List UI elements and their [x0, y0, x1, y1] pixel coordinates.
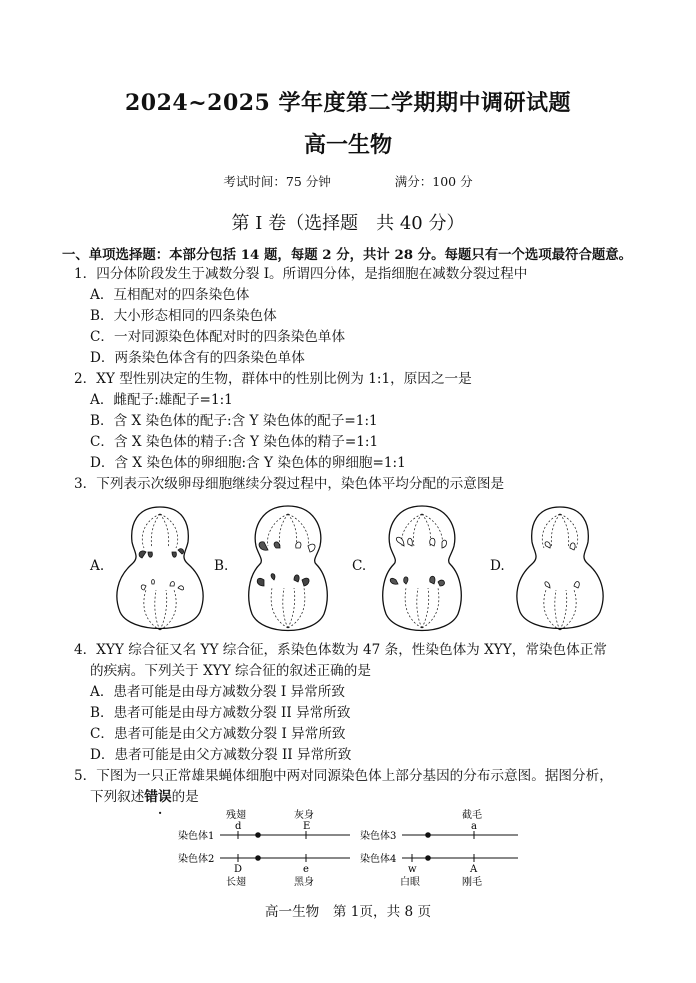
q2-option-a: A．雌配子:雄配子=1:1 — [90, 392, 233, 408]
centromere-1 — [255, 832, 261, 838]
q1-option-a: A．互相配对的四条染色体 — [90, 287, 250, 303]
chromosome-2-label: 染色体2 — [178, 854, 215, 865]
cell-diagram-b — [242, 502, 334, 640]
q4-option-a: A．患者可能是由母方减数分裂 I 异常所致 — [90, 684, 345, 700]
q5-emphasis: 错误 — [144, 789, 172, 805]
q1-option-d: D．两条染色体含有的四条染色单体 — [90, 350, 305, 366]
subject-title: 高一生物 — [303, 132, 392, 158]
q5-stem: 5．下图为一只正常雄果蝇体细胞中两对同源染色体上部分基因的分布示意图。据图分析， — [74, 768, 613, 784]
q2-option-b: B．含 X 染色体的配子:含 Y 染色体的配子=1:1 — [90, 413, 378, 429]
q1-option-c: C．一对同源染色体配对时的四条染色单体 — [90, 329, 346, 345]
q4-stem-cont: 的疾病。下列关于 XYY 综合征的叙述正确的是 — [90, 663, 371, 679]
gene-D: D — [234, 864, 243, 875]
gene-E: E — [303, 821, 311, 832]
part-title: 第 I 卷（选择题 共 40 分） — [231, 213, 465, 234]
trait-long-wing: 长翅 — [226, 877, 246, 888]
exam-title: 2024~2025 学年度第二学期期中调研试题 — [124, 90, 572, 116]
q2-option-d: D．含 X 染色体的卵细胞:含 Y 染色体的卵细胞=1:1 — [90, 455, 406, 471]
chromosome-4-label: 染色体4 — [360, 854, 397, 865]
page-footer: 高一生物 第 1页，共 8 页 — [264, 904, 432, 920]
chromosome-1-label: 染色体1 — [178, 831, 215, 842]
trait-gray-body: 灰身 — [294, 810, 314, 821]
gene-e: e — [303, 864, 309, 875]
chromosome-3-label: 染色体3 — [360, 831, 397, 842]
q2-option-c: C．含 X 染色体的精子:含 Y 染色体的精子=1:1 — [90, 434, 379, 450]
q2-stem: 2．XY 型性别决定的生物，群体中的性别比例为 1:1，原因之一是 — [74, 371, 472, 387]
q3-label-a: A. — [90, 558, 105, 574]
cell-diagram-c — [376, 502, 468, 640]
trait-black-body: 黑身 — [294, 877, 314, 888]
gene-a: a — [471, 821, 477, 832]
q1-stem: 1．四分体阶段发生于减数分裂 I。所谓四分体，是指细胞在减数分裂过程中 — [74, 266, 528, 282]
q4-option-b: B．患者可能是由母方减数分裂 II 异常所致 — [90, 705, 351, 721]
gene-A: A — [470, 864, 478, 875]
centromere-3 — [425, 832, 431, 838]
q4-option-c: C．患者可能是由父方减数分裂 I 异常所致 — [90, 726, 346, 742]
trait-white-eye: 白眼 — [400, 877, 420, 888]
trait-bristle: 刚毛 — [462, 877, 482, 888]
cell-diagram-d — [512, 502, 608, 640]
centromere-2 — [255, 855, 261, 861]
q4-option-d: D．患者可能是由父方减数分裂 II 异常所致 — [90, 747, 352, 763]
q1-option-b: B．大小形态相同的四条染色体 — [90, 308, 277, 324]
q3-label-b: B. — [214, 558, 229, 574]
trait-truncated-bristle: 截毛 — [462, 810, 482, 821]
q4-stem: 4．XYY 综合征又名 YY 综合征，系染色体数为 47 条，性染色体为 XYY，常染色体正常 — [74, 642, 607, 658]
gene-w: w — [408, 864, 417, 875]
q3-label-c: C. — [352, 558, 367, 574]
q3-label-d: D. — [490, 558, 505, 574]
section-instructions: 一、单项选择题：本部分包括 14 题，每题 2 分，共计 28 分。每题只有一个选项最符合题意。 — [62, 247, 633, 263]
cell-diagram-a — [112, 502, 208, 640]
exam-score: 满分：100 分 — [394, 174, 473, 189]
exam-time: 考试时间：75 分钟 — [223, 174, 331, 189]
gene-map-figure — [170, 810, 530, 890]
q5-stem-cont — [90, 788, 199, 806]
q3-stem: 3．下列表示次级卵母细胞继续分裂过程中，染色体平均分配的示意图是 — [74, 476, 505, 492]
exam-meta — [0, 172, 696, 190]
centromere-4 — [425, 855, 431, 861]
gene-d: d — [235, 821, 242, 832]
q5-stem-part1: 下列叙述 — [90, 789, 145, 805]
trait-vestigial-wing: 残翅 — [226, 810, 246, 821]
q5-stem-part3: 的是 — [171, 789, 199, 805]
